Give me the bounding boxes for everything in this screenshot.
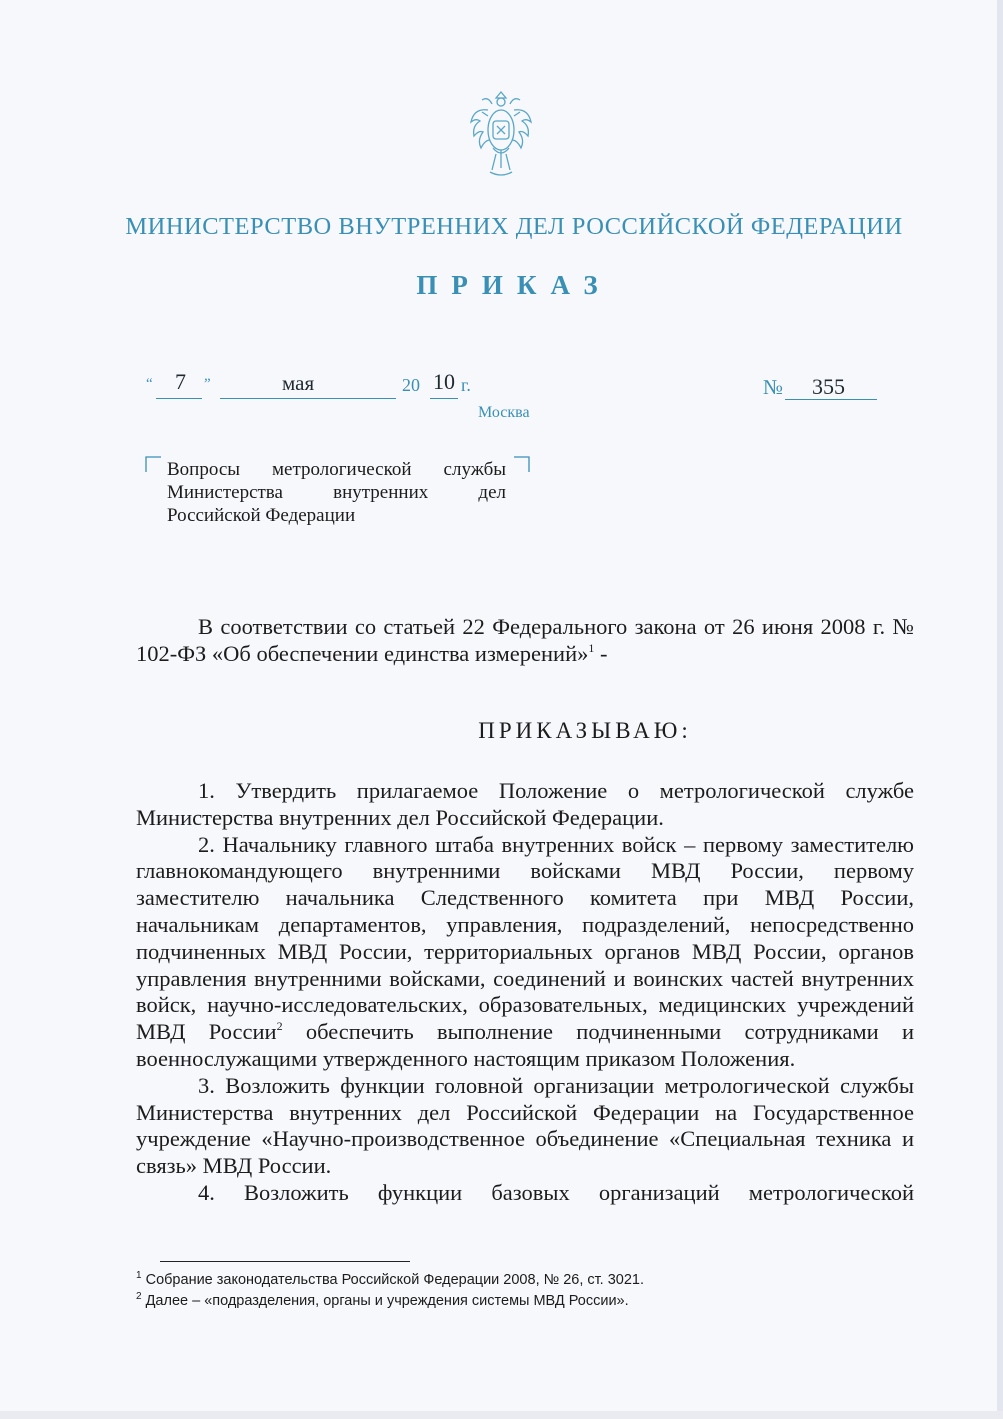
- item-1: 1. Утвердить прилагаемое Положение о метрологической службе Министерства внутренних дел Российской Федерации.: [136, 778, 914, 830]
- footnote-1: [136, 1270, 916, 1291]
- subject-line: Вопросы метрологической службы: [167, 459, 506, 480]
- footnote-text: Собрание законодательства Российской Федерации 2008, № 26, ст. 3021.: [145, 1272, 645, 1288]
- footnote-divider: [160, 1261, 410, 1262]
- preamble: [136, 614, 914, 668]
- scan-bottom-edge: [0, 1411, 1003, 1419]
- item-2: [136, 832, 914, 1073]
- preamble-text: В соответствии со статьей 22 Федерального закона от 26 июня 2008 г. № 102-ФЗ «Об обеспечении единства измерений»: [136, 614, 914, 666]
- item-2-text: 2. Начальнику главного штаба внутренних войск – первому заместителю главнокомандующего внутренними войсками МВД России, первому заместителю начальника Следственного комитета при МВД России, начальникам департаментов, управления, подразделений, непосредственно подчиненных МВД России, территориальных органов МВД России, органов управления внутренними войсками, соединений и воинских частей внутренних войск, научно-исследовательских, образовательных, медицинских учреждений МВД России: [136, 831, 914, 1045]
- year-underline: [430, 398, 458, 399]
- preamble-tail: -: [594, 640, 608, 666]
- quote-close: ”: [204, 376, 211, 392]
- city: Москва: [478, 404, 530, 421]
- item-3: 3. Возложить функции головной организации метрологической службы Министерства внутренних дел Российской Федерации на Государственное учреждение «Научно-производственное объединение «Специальная техника и связь» МВД России.: [136, 1072, 914, 1179]
- order-number: 355: [812, 374, 845, 399]
- item-2-tail: обеспечить выполнение подчиненными сотрудниками и военнослужащими утвержденного настоящим приказом Положения.: [136, 1019, 914, 1071]
- order-items: [136, 778, 914, 1207]
- month-underline: [220, 398, 396, 399]
- subject-line: Российской Федерации: [167, 505, 356, 526]
- footnote-ref: 1: [588, 640, 595, 655]
- date-month: мая: [282, 371, 315, 395]
- footnote-ref: 2: [276, 1019, 283, 1034]
- year-prefix: 20: [402, 375, 420, 395]
- day-underline: [156, 398, 202, 399]
- footnote-number: 2: [136, 1291, 142, 1302]
- date-year: 10: [433, 369, 455, 394]
- footnote-number: 1: [136, 1270, 142, 1281]
- date-day: 7: [175, 369, 186, 394]
- coat-of-arms-icon: [468, 88, 534, 182]
- quote-open: “: [146, 376, 153, 392]
- subject-bracket-left: [145, 456, 161, 472]
- document-type-title: ПРИКАЗ: [416, 270, 612, 300]
- subject-line: Министерства внутренних дел: [167, 482, 506, 503]
- footnote-text: Далее – «подразделения, органы и учреждения системы МВД России».: [145, 1293, 629, 1309]
- scan-edge: [997, 0, 1003, 1419]
- number-sign: №: [763, 375, 784, 399]
- footnote-2: [136, 1291, 916, 1312]
- decree-heading: ПРИКАЗЫВАЮ:: [478, 718, 692, 743]
- subject-block: [167, 458, 506, 527]
- subject-bracket-right: [514, 456, 530, 472]
- year-abbr: г.: [461, 375, 471, 395]
- footnotes: [136, 1270, 916, 1312]
- item-4: 4. Возложить функции базовых организаций метрологической: [198, 1179, 914, 1205]
- ministry-name: МИНИСТЕРСТВО ВНУТРЕННИХ ДЕЛ РОССИЙСКОЙ ФЕДЕРАЦИИ: [125, 213, 903, 240]
